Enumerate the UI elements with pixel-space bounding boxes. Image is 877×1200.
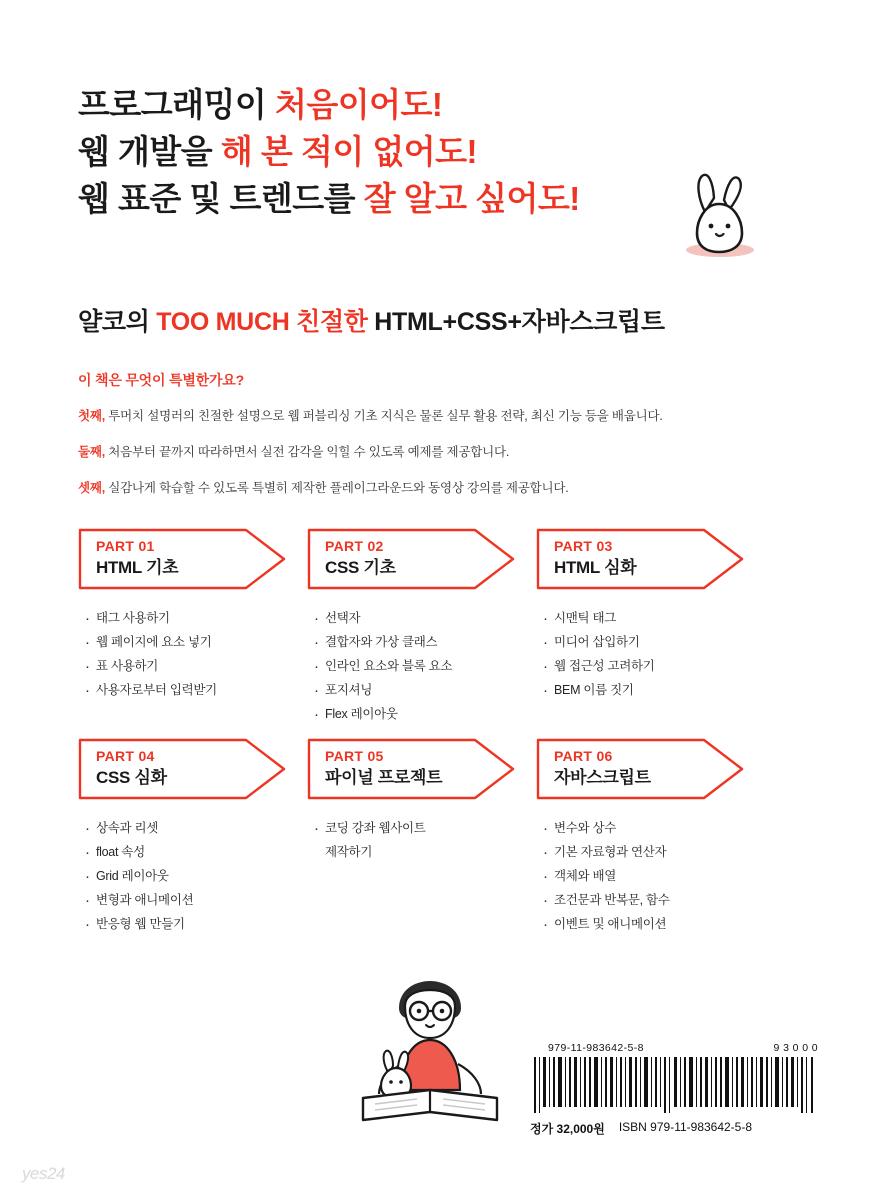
part-title: 자바스크립트 <box>554 768 651 787</box>
part-item: · 반응형 웹 만들기 <box>96 912 306 936</box>
part-card-04 <box>78 738 306 952</box>
headline-line-1-black: 프로그래밍이 <box>78 86 275 123</box>
part-item: · 조건문과 반복문, 함수 <box>554 888 764 912</box>
headline-line-2-black: 웹 개발을 <box>78 132 221 170</box>
rabbit-mascot-icon <box>672 168 768 264</box>
part-item-list <box>78 606 306 702</box>
part-item: · 웹 접근성 고려하기 <box>554 654 764 678</box>
headline-line-1 <box>78 82 718 129</box>
subtitle-part-1: 얄코의 <box>78 308 157 336</box>
part-item-list <box>536 606 764 702</box>
headline-line-2 <box>78 129 718 176</box>
part-card-02 <box>307 528 535 742</box>
part-label: PART 02 <box>325 538 384 554</box>
boy-reading-illustration <box>345 978 515 1128</box>
part-arrow-banner <box>536 738 746 800</box>
isbn-number-top: 979-11-983642-5-8 <box>548 1042 644 1054</box>
part-card-01 <box>78 528 306 718</box>
part-label: PART 04 <box>96 748 155 764</box>
part-item-list <box>307 606 535 726</box>
part-item-list <box>78 816 306 936</box>
feature-point-text: 투머치 설명러의 친절한 설명으로 웹 퍼블리싱 기초 지식은 물론 실무 활용 전략, 최신 기능 등을 배웁니다. <box>105 409 663 423</box>
part-label: PART 03 <box>554 538 613 554</box>
part-item: · Flex 레이아웃 <box>325 702 535 726</box>
subtitle-part-3: HTML+CSS+자바스크립트 <box>367 308 665 336</box>
price-label: 정가 32,000원 <box>530 1122 605 1136</box>
part-item: · 시맨틱 태그 <box>554 606 764 630</box>
headline-block <box>78 82 718 223</box>
part-item: · 기본 자료형과 연산자 <box>554 840 764 864</box>
feature-point <box>78 408 818 425</box>
part-item: · BEM 이름 짓기 <box>554 678 764 702</box>
part-item: · 태그 사용하기 <box>96 606 306 630</box>
feature-question: 이 책은 무엇이 특별한가요? <box>78 372 244 388</box>
barcode-block <box>530 1042 820 1137</box>
part-title: HTML 기초 <box>96 558 179 577</box>
part-arrow-banner <box>536 528 746 590</box>
part-arrow-banner <box>307 528 517 590</box>
feature-point-lead: 셋째, <box>78 480 106 495</box>
part-item: · 표 사용하기 <box>96 654 306 678</box>
part-label: PART 06 <box>554 748 613 764</box>
part-item: · 상속과 리셋 <box>96 816 306 840</box>
part-item: 제작하기 <box>325 845 373 859</box>
part-item: · 객체와 배열 <box>554 864 764 888</box>
part-item: · 포지셔닝 <box>325 678 535 702</box>
part-item-list <box>536 816 764 936</box>
part-title: CSS 기초 <box>325 558 396 577</box>
barcode-code-suffix: 9 3 0 0 0 <box>773 1042 818 1054</box>
headline-line-3-black: 웹 표준 및 트렌드를 <box>78 179 364 217</box>
feature-point-text: 실감나게 학습할 수 있도록 특별히 제작한 플레이그라운드와 동영상 강의를 제공합니다. <box>105 480 569 495</box>
feature-point-lead: 둘째, <box>78 444 106 459</box>
part-item: · 인라인 요소와 블록 요소 <box>325 654 535 678</box>
feature-point-text: 처음부터 끝까지 따라하면서 실전 감각을 익힐 수 있도록 예제를 제공합니다. <box>105 444 510 459</box>
part-item: · Grid 레이아웃 <box>96 864 306 888</box>
feature-point <box>78 444 818 461</box>
part-title: CSS 심화 <box>96 768 167 787</box>
part-card-06 <box>536 738 764 952</box>
part-item: · 사용자로부터 입력받기 <box>96 678 306 702</box>
feature-points <box>78 408 818 516</box>
part-item: · 변형과 애니메이션 <box>96 888 306 912</box>
part-arrow-banner <box>78 738 288 800</box>
parts-row <box>78 528 800 738</box>
part-card-05 <box>307 738 535 880</box>
part-item: · 결합자와 가상 클래스 <box>325 630 535 654</box>
part-item: · 선택자 <box>325 606 535 630</box>
part-label: PART 05 <box>325 748 384 764</box>
parts-row <box>78 738 800 948</box>
yes24-watermark: yes24 <box>22 1164 65 1183</box>
headline-line-3 <box>78 176 718 223</box>
part-item: · 이벤트 및 애니메이션 <box>554 912 764 936</box>
barcode-bottom-labels <box>530 1120 820 1137</box>
part-card-03 <box>536 528 764 718</box>
part-item: · 코딩 강좌 웹사이트 <box>325 816 535 840</box>
subtitle-part-2: TOO MUCH 친절한 <box>156 308 368 336</box>
parts-overview <box>78 528 800 948</box>
part-title: HTML 심화 <box>554 558 637 577</box>
part-label: PART 01 <box>96 538 155 554</box>
barcode-top-labels <box>548 1042 818 1054</box>
part-item: · 변수와 상수 <box>554 816 764 840</box>
barcode-image <box>530 1057 818 1113</box>
part-item: · 미디어 삽입하기 <box>554 630 764 654</box>
part-arrow-banner <box>78 528 288 590</box>
part-arrow-banner <box>307 738 517 800</box>
part-item: · 웹 페이지에 요소 넣기 <box>96 630 306 654</box>
headline-line-1-red: 처음이어도! <box>274 86 443 123</box>
feature-point-lead: 첫째, <box>78 409 106 423</box>
part-item: · float 속성 <box>96 840 306 864</box>
isbn-label: ISBN 979-11-983642-5-8 <box>618 1120 753 1134</box>
part-item-list <box>307 816 535 864</box>
part-title: 파이널 프로젝트 <box>325 768 443 787</box>
headline-line-3-red: 잘 알고 싶어도! <box>363 179 580 217</box>
book-subtitle <box>78 302 665 338</box>
feature-point <box>78 480 818 497</box>
headline-line-2-red: 해 본 적이 없어도! <box>220 132 477 170</box>
